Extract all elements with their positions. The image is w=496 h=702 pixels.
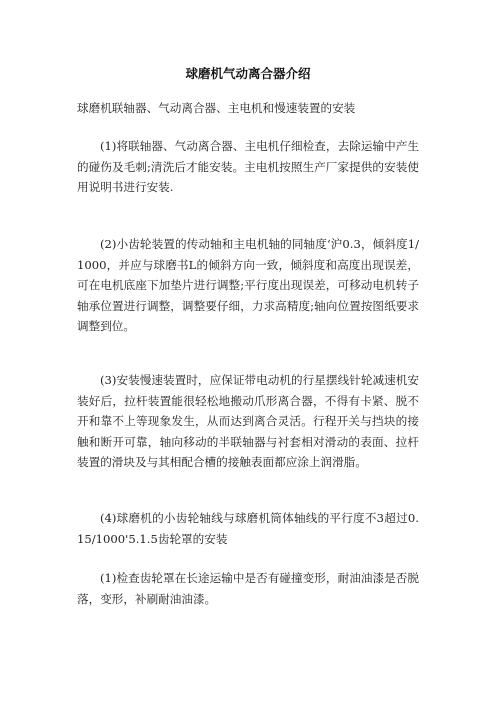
paragraph-1: (1)将联轴器、气动离合器、主电机仔细检查，去除运输中产生的碰伤及毛刺;清洗后才能安装。主电机按照生产厂家提供的安装使用说明书进行安装. [77, 139, 419, 194]
document-title: 球磨机气动离合器介绍 [185, 66, 311, 81]
paragraph-3: (3)安装慢速装置时，应保证带电动机的行星摆线针轮减速机安装好后，拉杆装置能很轻松地搬动爪形离合器，不得有卡紧、脱不开和靠不上等现象发生，从而达到离合灵活。行程开关与挡块的接触和断开可靠，轴向移动的半联轴器与衬套相对滑动的表面、拉杆装置的滑块及与其相配合槽的接触表面都应涂上润滑脂。 [77, 373, 419, 469]
paragraph-5: (1)检查齿轮罩在长途运输中是否有碰撞变形，耐油油漆是否脱落，变形，补刷耐油油漆。 [77, 571, 419, 606]
section-heading: 球磨机联轴器、气动离合器、主电机和慢速装置的安装 [77, 101, 356, 115]
paragraph-2: (2)小齿轮装置的传动轴和主电机轴的同轴度‘沪0.3，倾斜度1/1000，并应与球磨书L的倾斜方向一致，倾斜度和高度出现误差，可在电机底座下加垫片进行调整;平行度出现误差，可移动电机转子轴承位置进行调整，调整要仔细，力求高精度;轴向位置按图纸要求调整到位。 [77, 237, 419, 333]
paragraph-4: (4)球磨机的小齿轮轴线与球磨机筒体轴线的平行度不3超过0.15/1000'5.1.5齿轮罩的安装 [77, 511, 419, 546]
